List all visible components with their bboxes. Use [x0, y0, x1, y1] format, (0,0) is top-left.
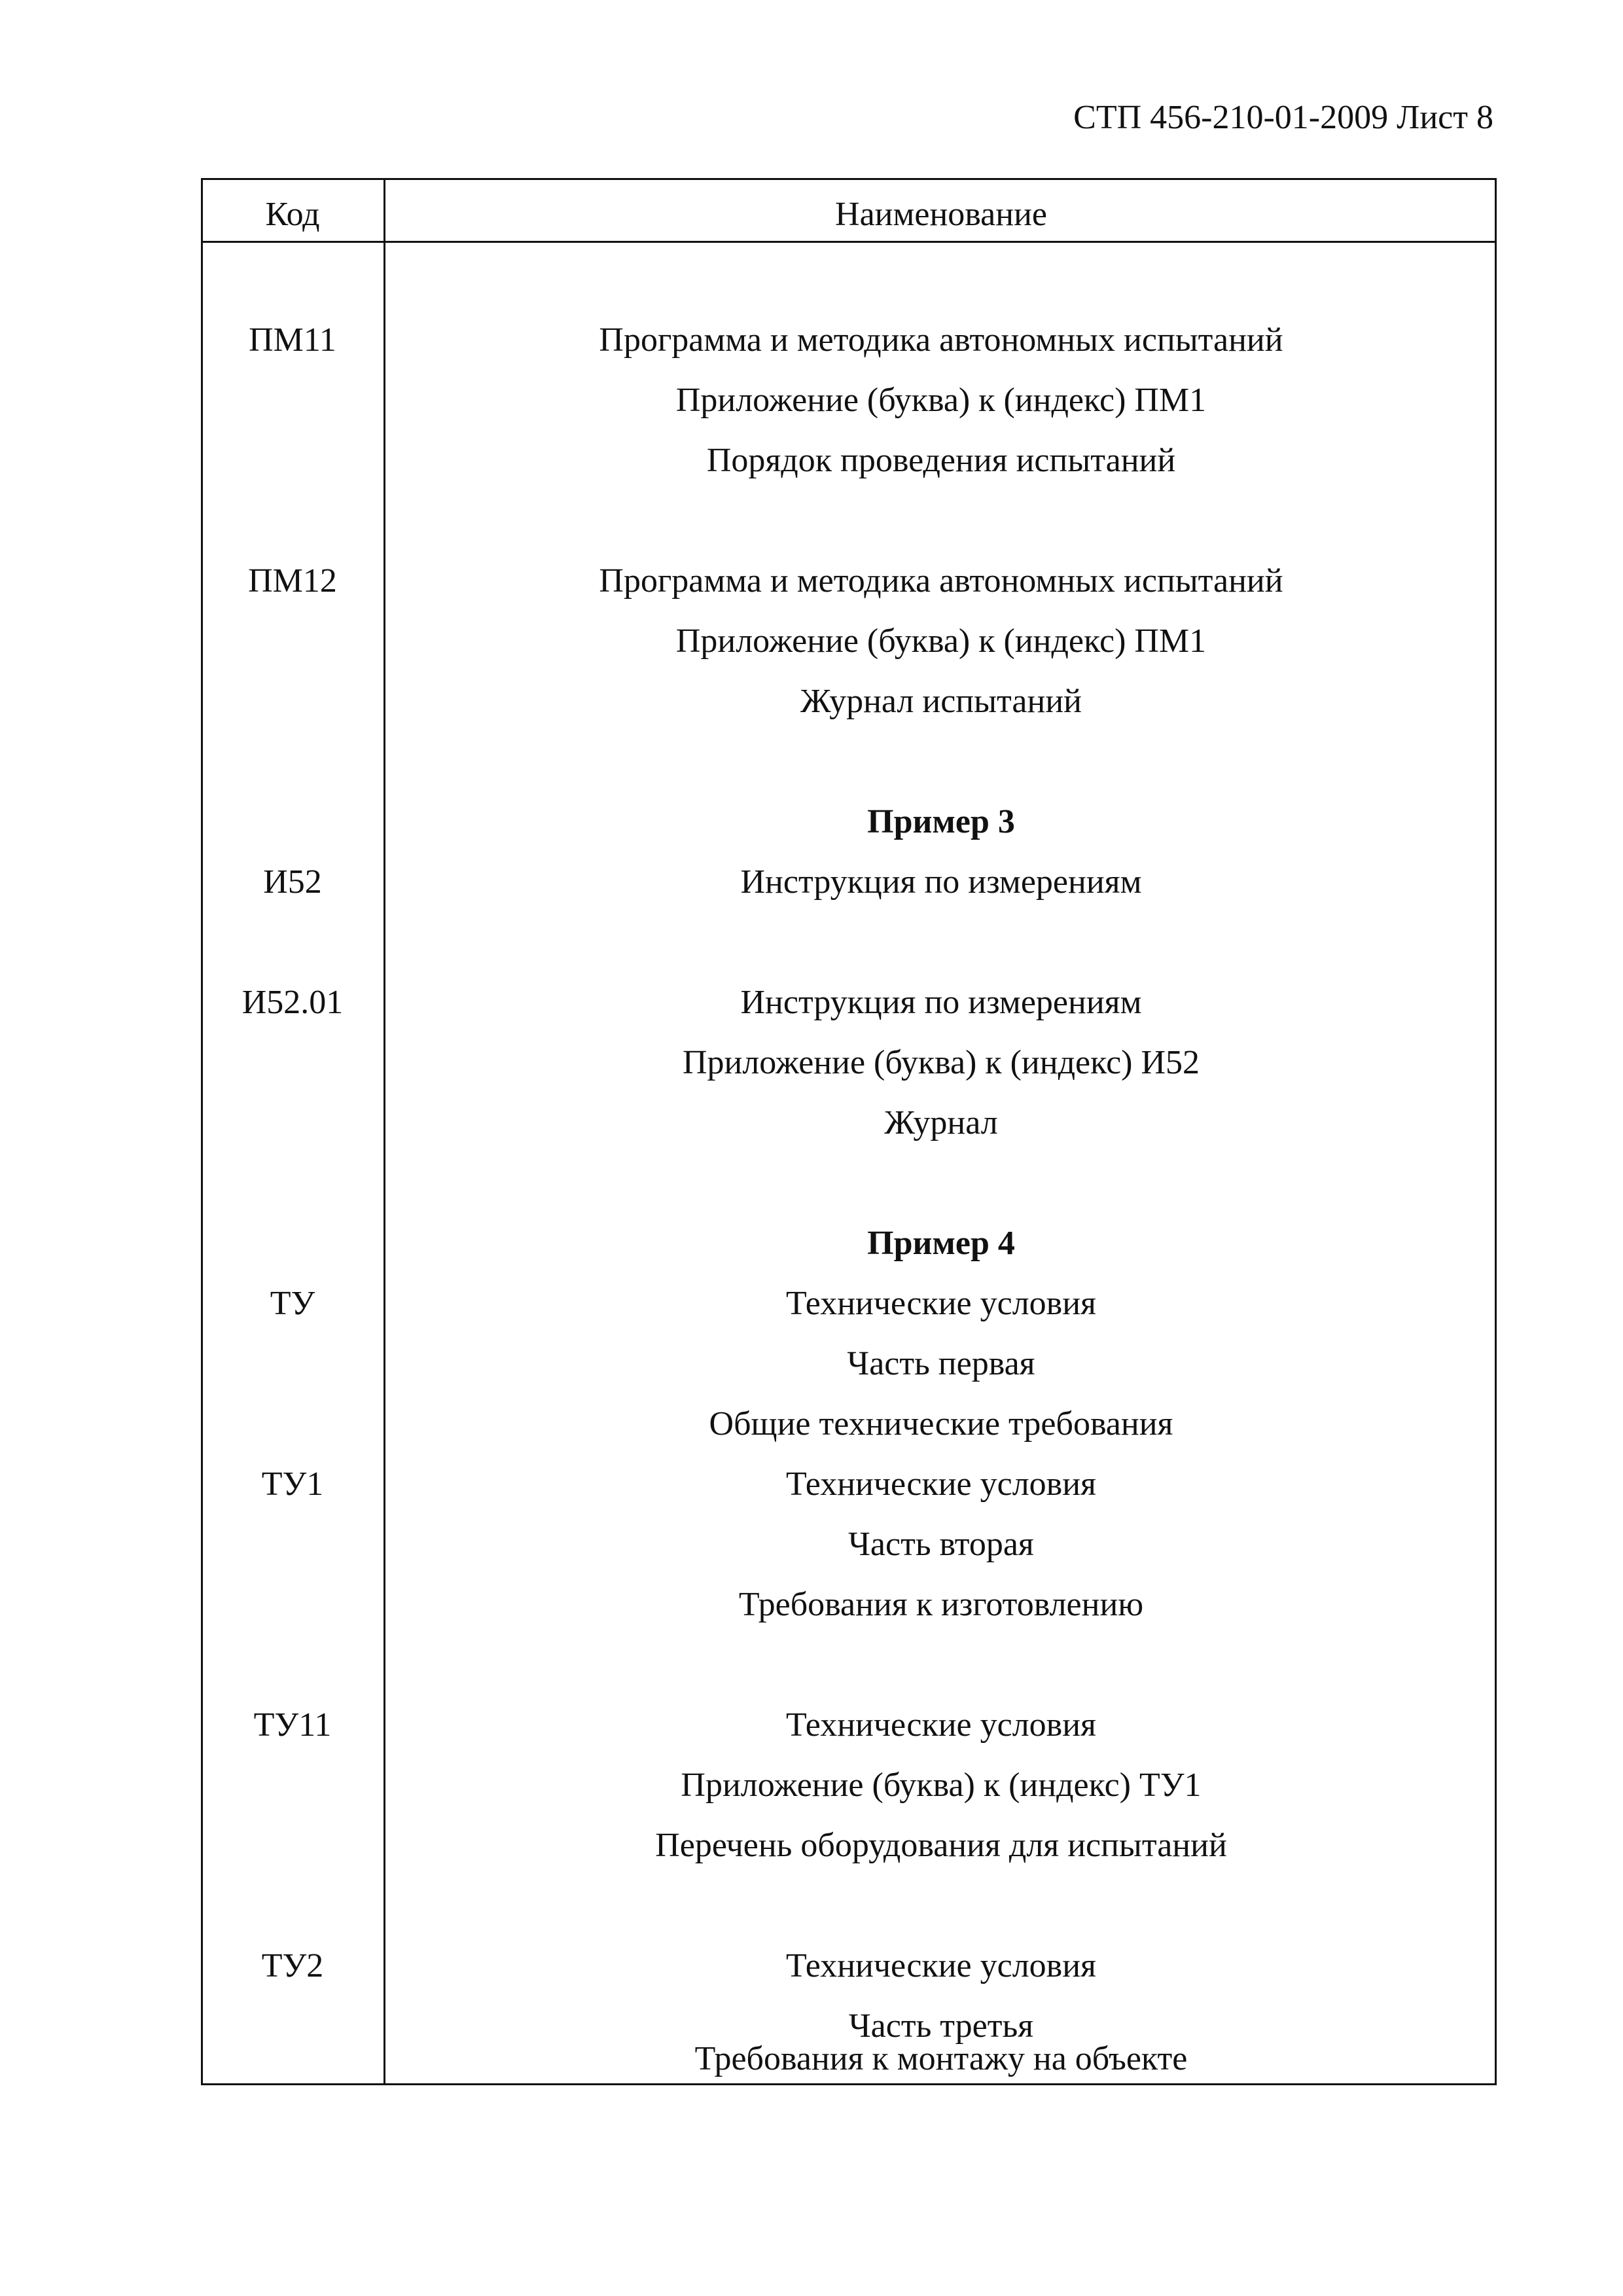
row-name-line: Технические условия: [786, 1947, 1096, 1984]
row-code: ТУ11: [253, 1706, 332, 1744]
row-code: ТУ2: [261, 1947, 324, 1984]
row-name-line: Порядок проведения испытаний: [706, 442, 1176, 479]
row-name-line: Часть третья: [848, 2007, 1034, 2045]
row-name-line: Требования к монтажу на объекте: [694, 2040, 1188, 2077]
row-name-line: Журнал: [884, 1104, 998, 1141]
row-name-line: Требования к изготовлению: [738, 1586, 1144, 1623]
row-name-line: Часть первая: [847, 1345, 1035, 1382]
row-code: ПМ11: [249, 321, 336, 359]
row-name-line: Инструкция по измерениям: [740, 863, 1142, 901]
row-name-line: Приложение (буква) к (индекс) И52: [682, 1044, 1200, 1081]
document-reference: СТП 456-210-01-2009 Лист 8: [1073, 99, 1493, 136]
row-code: ТУ1: [261, 1465, 324, 1503]
header-divider: [201, 241, 1497, 243]
row-name-line: Технические условия: [786, 1285, 1096, 1322]
row-name-line: Технические условия: [786, 1465, 1096, 1503]
row-name-line: Приложение (буква) к (индекс) ПМ1: [675, 622, 1207, 660]
row-name-line: Часть вторая: [848, 1526, 1034, 1563]
row-name-line: Приложение (буква) к (индекс) ПМ1: [675, 382, 1207, 419]
row-name-line: Программа и методика автономных испытаний: [599, 562, 1283, 600]
row-name-line: Инструкция по измерениям: [740, 984, 1142, 1021]
row-name-line: Общие технические требования: [709, 1405, 1173, 1443]
example-heading: Пример 3: [867, 803, 1015, 840]
row-code: ПМ12: [248, 562, 337, 600]
example-heading: Пример 4: [867, 1225, 1015, 1262]
row-code: И52: [263, 863, 322, 901]
row-name-line: Технические условия: [786, 1706, 1096, 1744]
column-header-name: Наименование: [835, 196, 1047, 233]
row-name-line: Приложение (буква) к (индекс) ТУ1: [681, 1767, 1202, 1804]
column-header-code: Код: [265, 196, 320, 233]
row-code: И52.01: [241, 984, 344, 1021]
row-name-line: Журнал испытаний: [800, 683, 1082, 720]
row-code: ТУ: [270, 1285, 315, 1322]
row-name-line: Перечень оборудования для испытаний: [655, 1827, 1227, 1864]
row-name-line: Программа и методика автономных испытаний: [599, 321, 1283, 359]
